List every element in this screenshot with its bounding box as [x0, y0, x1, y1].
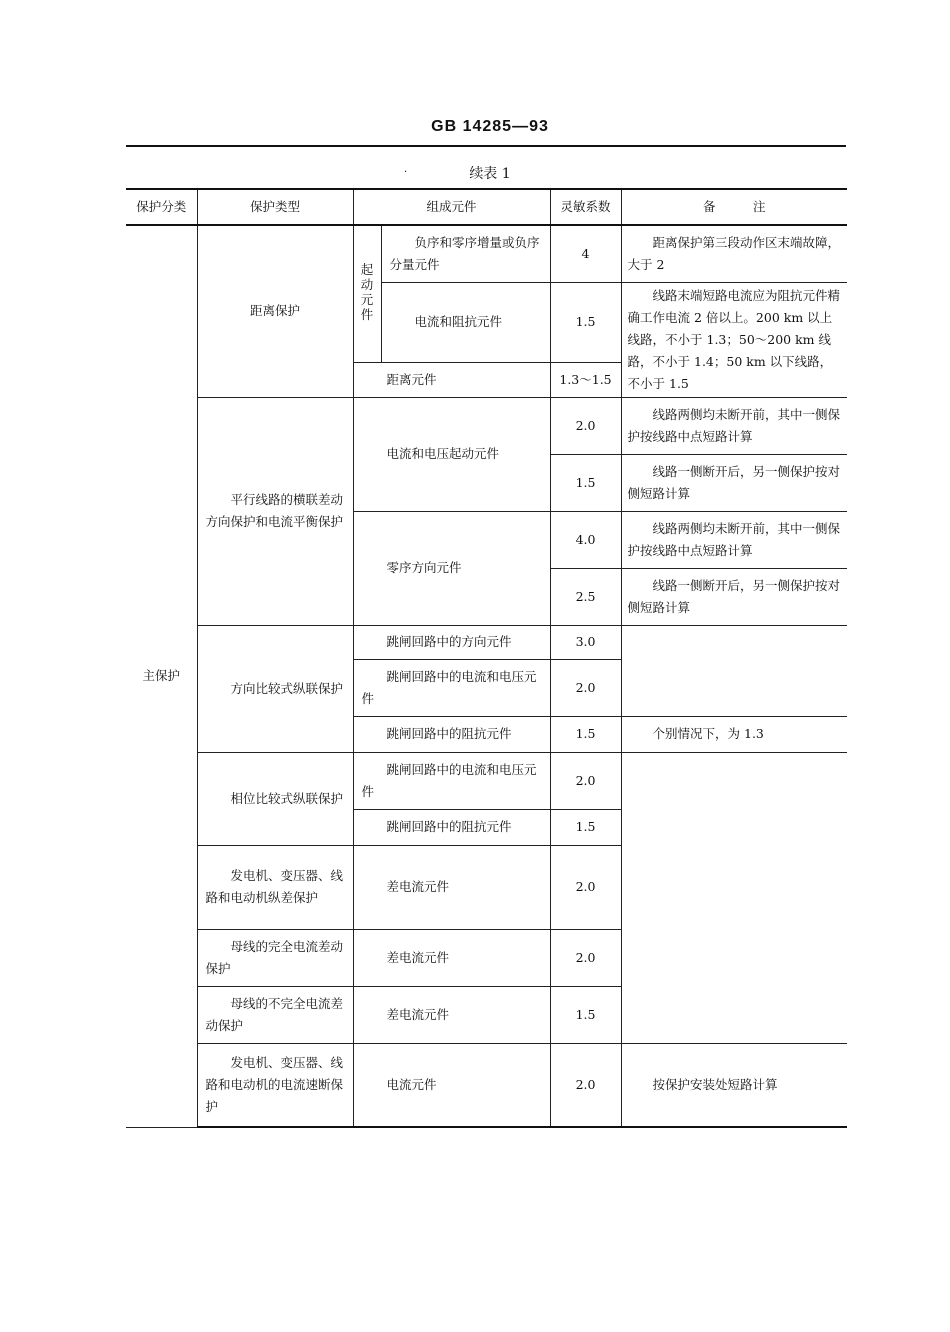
component-cell: 差电流元件 [353, 929, 550, 986]
coef-cell: 1.5 [550, 809, 621, 845]
remark-cell: 线路两侧均未断开前，其中一侧保护按线路中点短路计算 [621, 397, 847, 454]
type-differential: 母线的完全电流差动保护 [197, 929, 353, 986]
component-cell: 跳闸回路中的电流和电压元件 [353, 659, 550, 716]
component-cell: 跳闸回路中的阻抗元件 [353, 809, 550, 845]
remark-cell-empty [621, 625, 847, 716]
type-parallel: 平行线路的横联差动方向保护和电流平衡保护 [197, 397, 353, 625]
component-cell: 电流元件 [353, 1043, 550, 1127]
component-cell: 跳闸回路中的电流和电压元件 [353, 752, 550, 809]
component-cell: 零序方向元件 [353, 511, 550, 625]
remark-cell: 线路一侧断开后，另一侧保护按对侧短路计算 [621, 454, 847, 511]
coef-cell: 1.3～1.5 [550, 362, 621, 397]
coef-cell: 1.5 [550, 454, 621, 511]
header-remarks: 备 注 [621, 189, 847, 225]
coef-cell: 1.5 [550, 986, 621, 1043]
remark-cell: 线路一侧断开后，另一侧保护按对侧短路计算 [621, 568, 847, 625]
standard-code: GB 14285—93 [431, 118, 549, 135]
coef-cell: 2.0 [550, 659, 621, 716]
type-instant: 发电机、变压器、线路和电动机的电流速断保护 [197, 1043, 353, 1127]
component-cell: 电流和电压起动元件 [353, 397, 550, 511]
table-caption: 续表 1 [469, 166, 511, 182]
coef-cell: 4.0 [550, 511, 621, 568]
component-cell: 距离元件 [353, 362, 550, 397]
table-header-row [126, 189, 847, 225]
remark-cell: 个别情况下，为 1.3 [621, 716, 847, 752]
type-direction-compare: 方向比较式纵联保护 [197, 625, 353, 752]
coef-cell: 3.0 [550, 625, 621, 659]
stray-dot: · [404, 167, 408, 178]
type-differential: 母线的不完全电流差动保护 [197, 986, 353, 1043]
start-group-label: 起动元件 [353, 225, 381, 362]
coef-cell: 2.0 [550, 1043, 621, 1127]
component-cell: 跳闸回路中的阻抗元件 [353, 716, 550, 752]
table-row [126, 1043, 847, 1127]
header-component: 组成元件 [353, 189, 550, 225]
coef-cell: 4 [550, 225, 621, 282]
type-phase-compare: 相位比较式纵联保护 [197, 752, 353, 845]
remark-cell: 线路末端短路电流应为阻抗元件精确工作电流 2 倍以上。200 km 以上线路，不小于 1.3；50～200 km 线路，不小于 1.4；50 km 以下线路，不小于 1.5 [621, 282, 847, 397]
header-category: 保护分类 [126, 189, 197, 225]
component-cell: 负序和零序增量或负序分量元件 [381, 225, 550, 282]
table-row [126, 625, 847, 659]
table-row [126, 397, 847, 454]
sensitivity-table [126, 188, 847, 1127]
coef-cell: 1.5 [550, 716, 621, 752]
header-coefficient: 灵敏系数 [550, 189, 621, 225]
coef-cell: 2.0 [550, 845, 621, 929]
type-distance: 距离保护 [197, 225, 353, 397]
top-rule [126, 145, 846, 147]
remark-cell: 距离保护第三段动作区末端故障，大于 2 [621, 225, 847, 282]
category-main: 主保护 [126, 225, 197, 1127]
coef-cell: 2.5 [550, 568, 621, 625]
component-cell: 电流和阻抗元件 [381, 282, 550, 362]
header-type: 保护类型 [197, 189, 353, 225]
coef-cell: 2.0 [550, 397, 621, 454]
table-row [126, 752, 847, 809]
coef-cell: 2.0 [550, 752, 621, 809]
table-row [126, 225, 847, 282]
type-differential: 发电机、变压器、线路和电动机纵差保护 [197, 845, 353, 929]
remark-cell: 线路两侧均未断开前，其中一侧保护按线路中点短路计算 [621, 511, 847, 568]
component-cell: 跳闸回路中的方向元件 [353, 625, 550, 659]
coef-cell: 2.0 [550, 929, 621, 986]
coef-cell: 1.5 [550, 282, 621, 362]
component-cell: 差电流元件 [353, 845, 550, 929]
remark-cell: 按保护安装处短路计算 [621, 1043, 847, 1127]
component-cell: 差电流元件 [353, 986, 550, 1043]
remark-cell-empty [621, 752, 847, 1043]
